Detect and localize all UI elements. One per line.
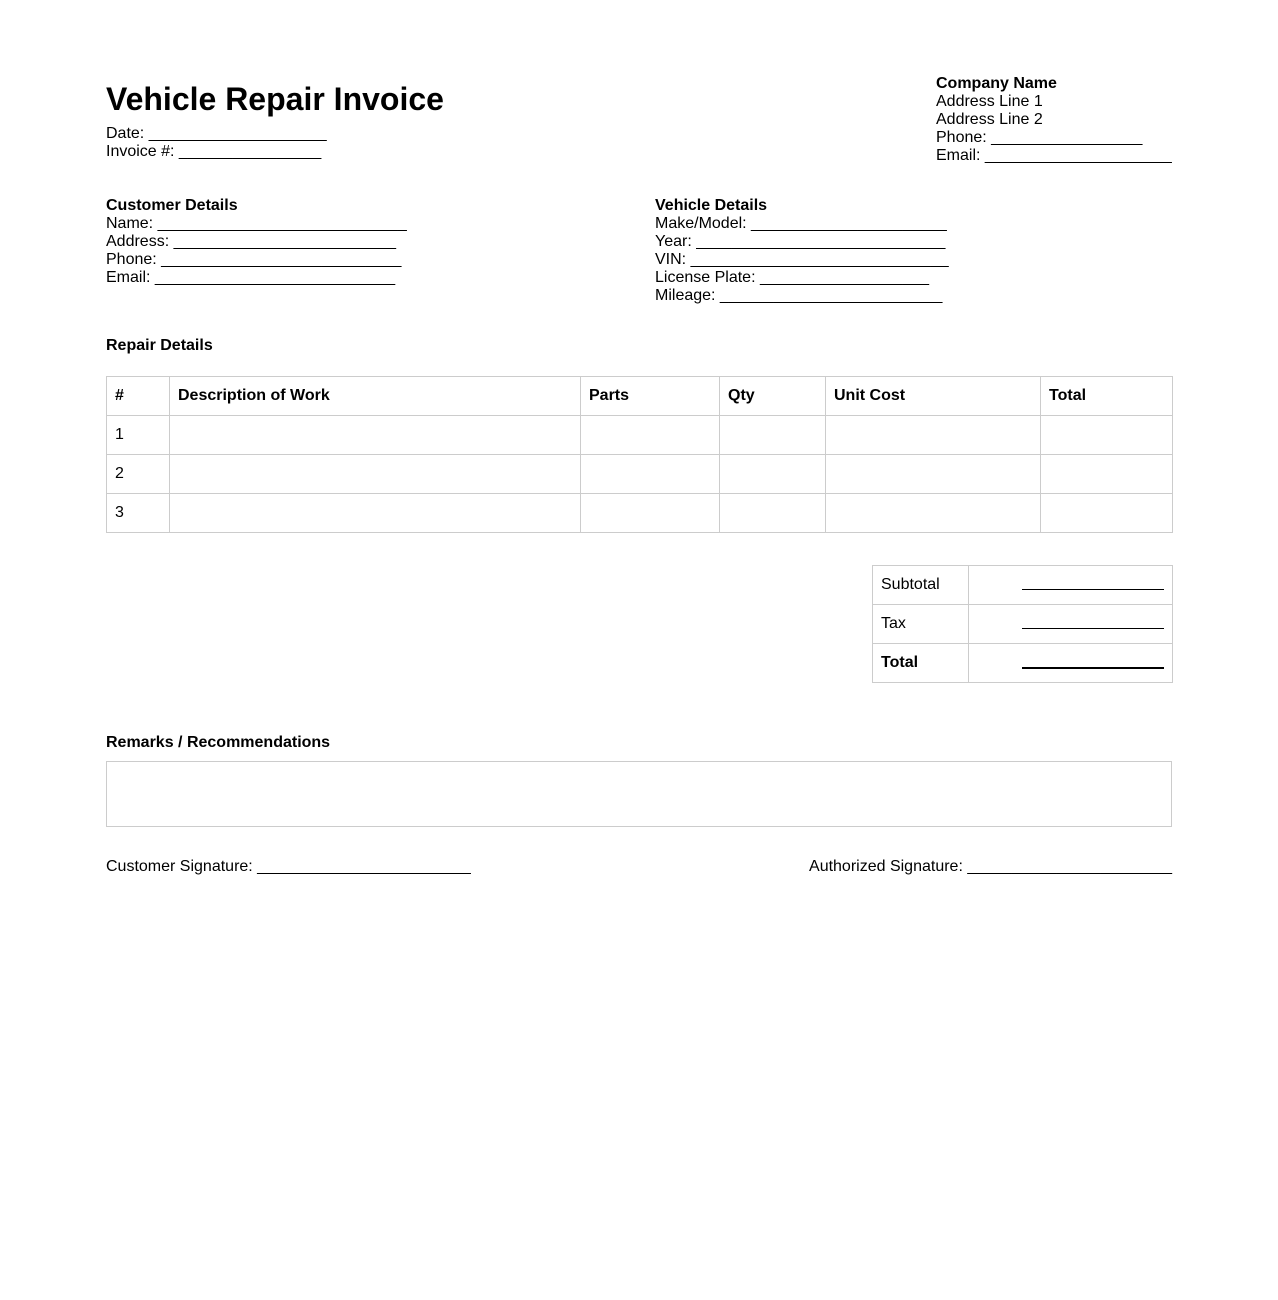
table-row — [107, 494, 1173, 533]
page-title: Vehicle Repair Invoice — [106, 81, 444, 117]
authorized-signature-field[interactable]: Authorized Signature: _______________________ — [809, 858, 1172, 875]
table-header-row — [107, 377, 1173, 416]
parts-cell[interactable] — [581, 416, 720, 455]
column-header-parts: Parts — [581, 377, 720, 416]
subtotal-label: Subtotal — [873, 566, 969, 605]
tax-row — [873, 605, 1173, 644]
repair-table — [106, 376, 1173, 533]
tax-value[interactable] — [969, 605, 1173, 644]
company-info — [936, 75, 1172, 165]
repair-details-title: Repair Details — [106, 337, 213, 354]
total-row — [873, 644, 1173, 683]
qty-cell[interactable] — [720, 416, 826, 455]
invoice-number-field[interactable]: Invoice #: ________________ — [106, 143, 322, 160]
unit-cost-cell[interactable] — [826, 455, 1041, 494]
customer-email-field[interactable]: Email: ___________________________ — [106, 269, 396, 286]
total-value[interactable] — [969, 644, 1173, 683]
vehicle-details-title: Vehicle Details — [655, 197, 768, 214]
company-address-line-2: Address Line 2 — [936, 111, 1043, 128]
description-cell[interactable] — [170, 494, 581, 533]
tax-underline — [1022, 614, 1164, 629]
total-cell[interactable] — [1041, 455, 1173, 494]
vehicle-details — [655, 197, 949, 305]
mileage-field[interactable]: Mileage: _________________________ — [655, 287, 943, 304]
column-header-qty: Qty — [720, 377, 826, 416]
total-label: Total — [873, 644, 969, 683]
subtotal-row — [873, 566, 1173, 605]
customer-name-field[interactable]: Name: ____________________________ — [106, 215, 407, 232]
parts-cell[interactable] — [581, 455, 720, 494]
company-name: Company Name — [936, 75, 1057, 92]
customer-signature-field[interactable]: Customer Signature: ________________________ — [106, 858, 471, 875]
invoice-meta — [106, 125, 327, 161]
total-underline — [1022, 653, 1164, 669]
make-model-field[interactable]: Make/Model: ______________________ — [655, 215, 947, 232]
column-header-number: # — [107, 377, 170, 416]
unit-cost-cell[interactable] — [826, 416, 1041, 455]
row-number: 1 — [107, 416, 170, 455]
customer-details-title: Customer Details — [106, 197, 238, 214]
company-email-field[interactable]: Email: _____________________ — [936, 147, 1172, 164]
totals-table — [872, 565, 1173, 683]
customer-details — [106, 197, 407, 287]
company-phone-field[interactable]: Phone: _________________ — [936, 129, 1143, 146]
customer-phone-field[interactable]: Phone: ___________________________ — [106, 251, 402, 268]
description-cell[interactable] — [170, 416, 581, 455]
parts-cell[interactable] — [581, 494, 720, 533]
qty-cell[interactable] — [720, 494, 826, 533]
total-cell[interactable] — [1041, 494, 1173, 533]
unit-cost-cell[interactable] — [826, 494, 1041, 533]
license-plate-field[interactable]: License Plate: ___________________ — [655, 269, 930, 286]
customer-address-field[interactable]: Address: _________________________ — [106, 233, 397, 250]
date-field[interactable]: Date: ____________________ — [106, 125, 327, 142]
column-header-unit-cost: Unit Cost — [826, 377, 1041, 416]
qty-cell[interactable] — [720, 455, 826, 494]
vin-field[interactable]: VIN: _____________________________ — [655, 251, 949, 268]
column-header-total: Total — [1041, 377, 1173, 416]
subtotal-value[interactable] — [969, 566, 1173, 605]
total-cell[interactable] — [1041, 416, 1173, 455]
row-number: 3 — [107, 494, 170, 533]
remarks-textarea[interactable] — [106, 761, 1172, 827]
year-field[interactable]: Year: ____________________________ — [655, 233, 946, 250]
table-row — [107, 416, 1173, 455]
subtotal-underline — [1022, 575, 1164, 590]
table-row — [107, 455, 1173, 494]
tax-label: Tax — [873, 605, 969, 644]
company-address-line-1: Address Line 1 — [936, 93, 1043, 110]
remarks-title: Remarks / Recommendations — [106, 734, 331, 751]
column-header-description: Description of Work — [170, 377, 581, 416]
row-number: 2 — [107, 455, 170, 494]
description-cell[interactable] — [170, 455, 581, 494]
